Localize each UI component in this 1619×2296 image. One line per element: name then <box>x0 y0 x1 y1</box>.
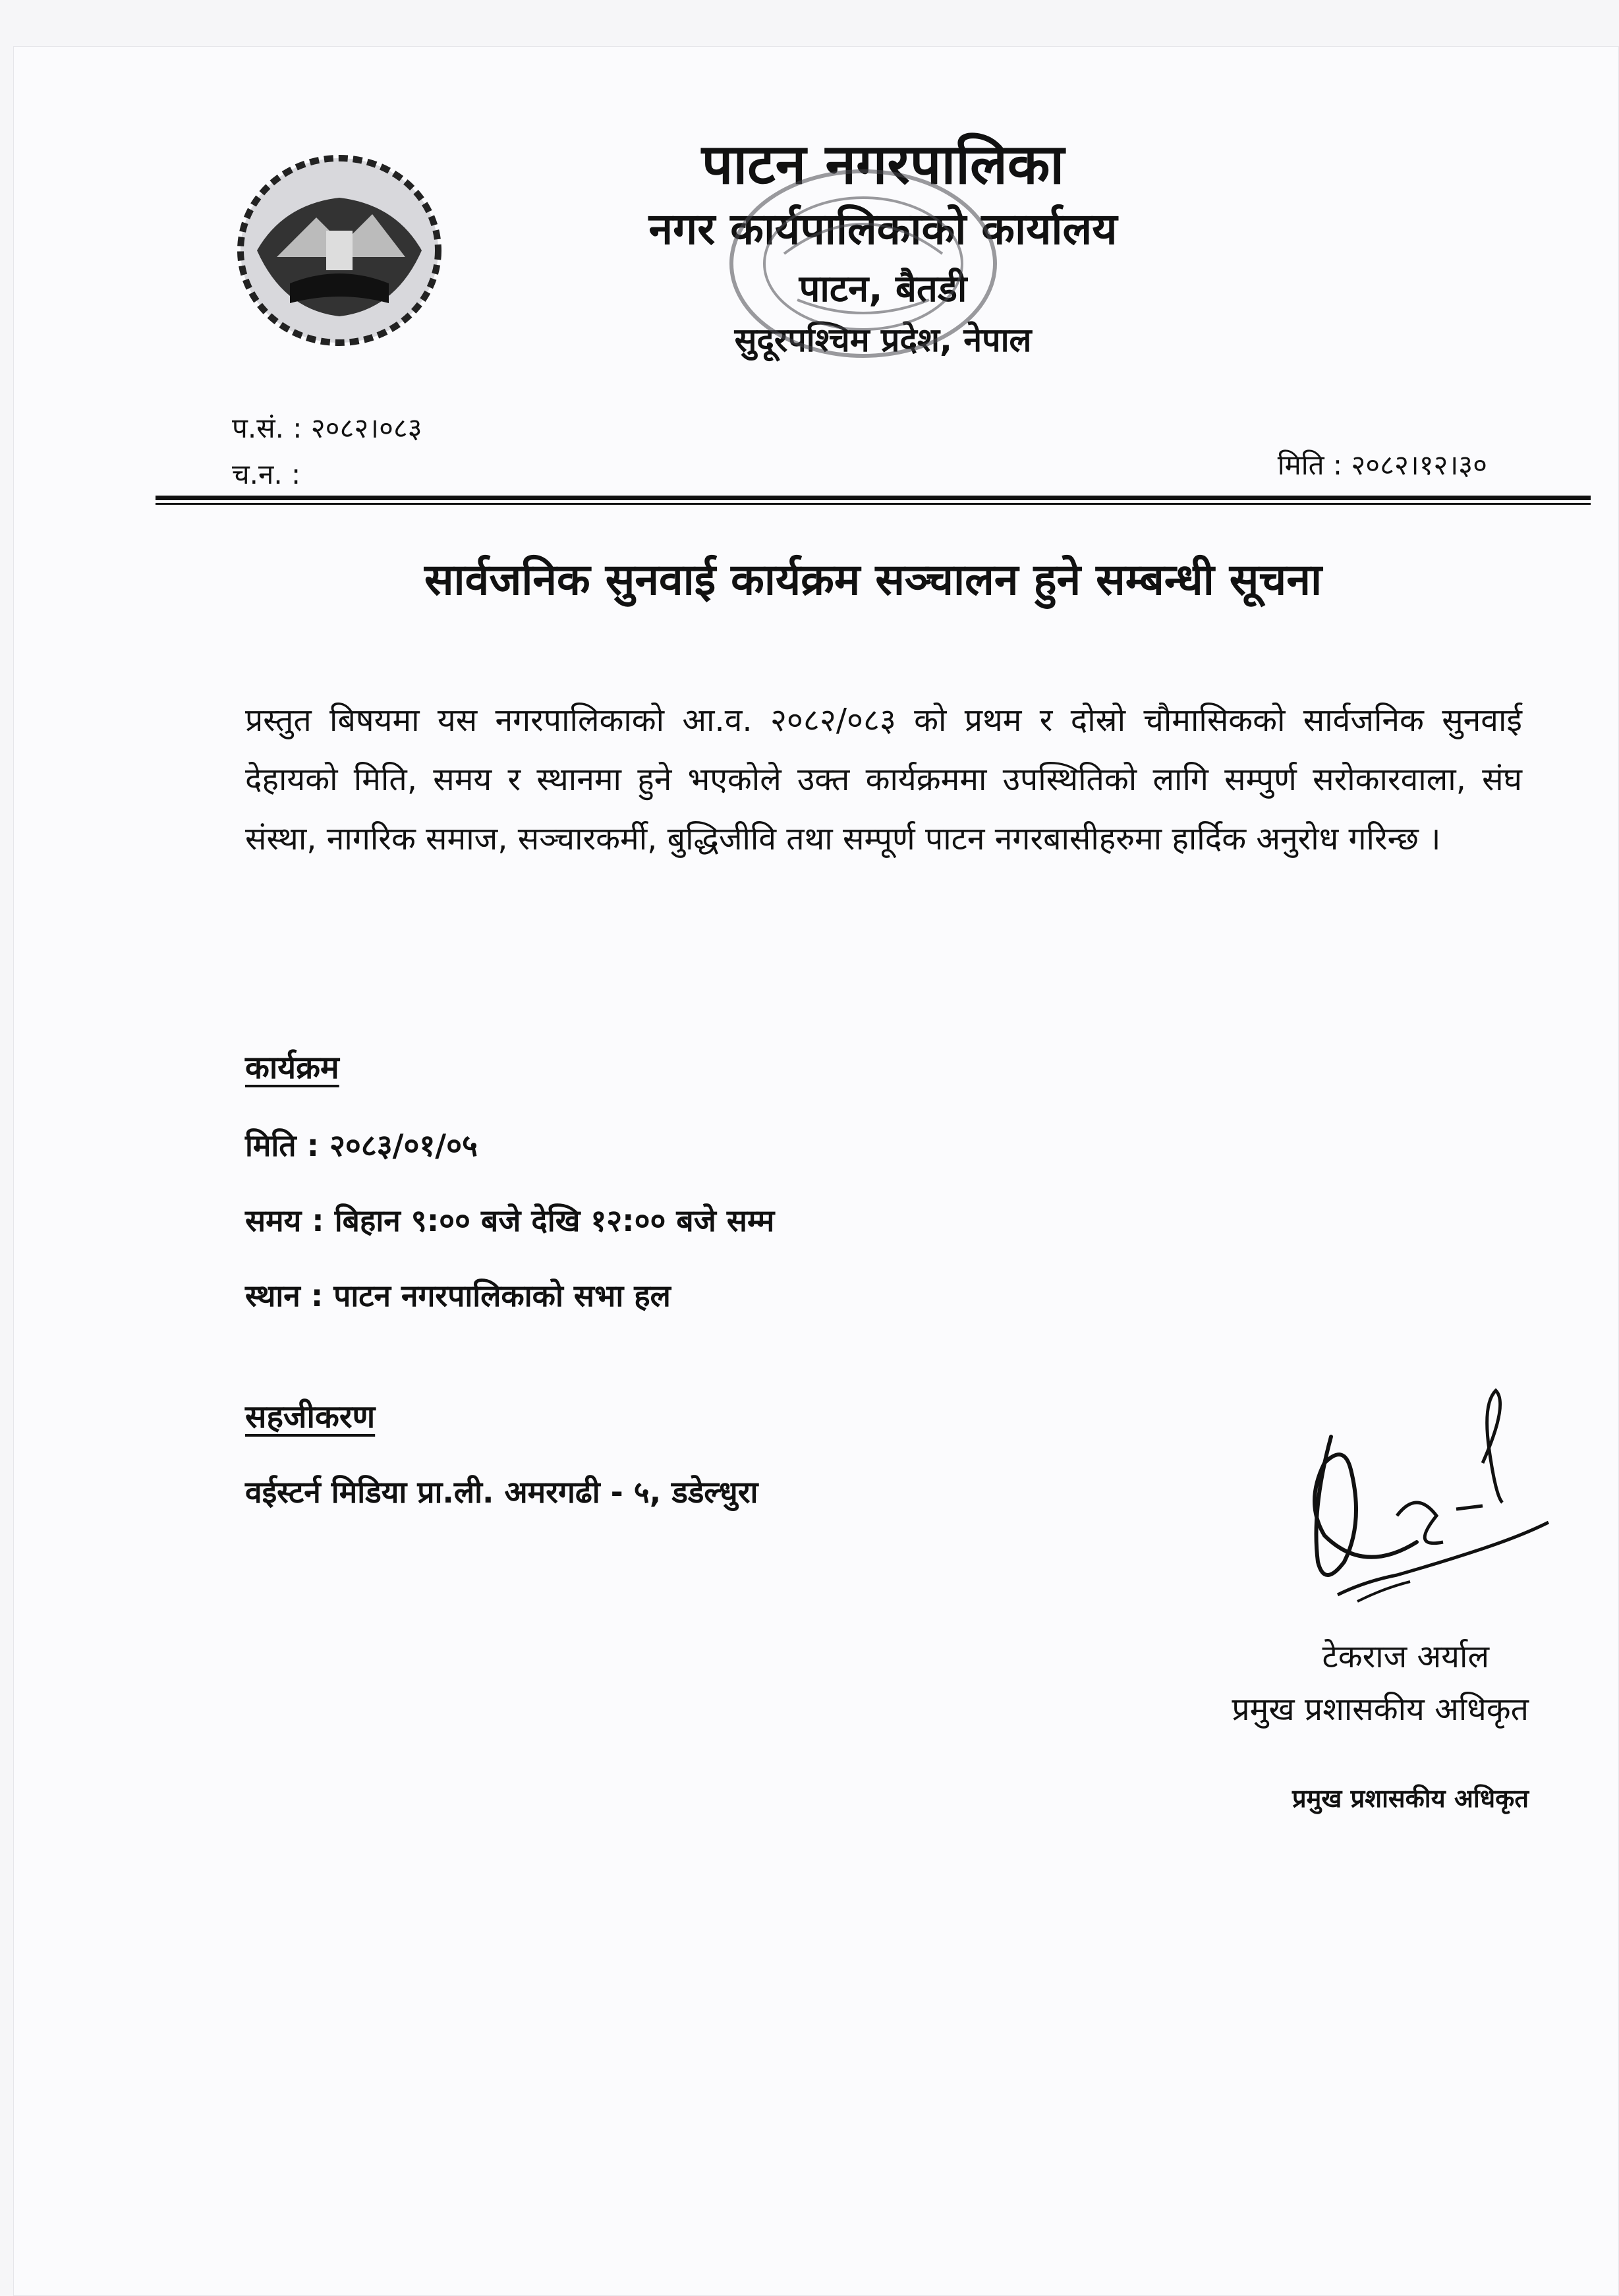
notice-body: प्रस्तुत बिषयमा यस नगरपालिकाको आ.व. २०८२/०८३ को प्रथम र दोस्रो चौमासिकको सार्वजनिक सुनवाई देहायको मिति, समय र स्थानमा हुने भएकोले उक्त कार्यक्रममा उपस्थितिको लागि सम्पुर्ण सरोकारवाला, संघ संस्था, नागरिक समाज, सञ्चारकर्मी, बुद्धिजीवि तथा सम्पूर्ण पाटन नगरबासीहरुमा हार्दिक अनुरोध गरिन्छ । <box>245 702 1522 857</box>
signatory-name: टेकराज अर्याल <box>1322 1638 1489 1675</box>
office-seal-stamp <box>712 155 1015 372</box>
nepal-emblem-logo <box>231 152 448 349</box>
handwritten-signature <box>1285 1364 1568 1615</box>
signatory-stamp-title: प्रमुख प्रशासकीय अधिकृत <box>1292 1784 1529 1813</box>
facilitation-heading: सहजीकरण <box>245 1398 376 1435</box>
office-province: सुदूरपश्चिम प्रदेश, नेपाल <box>734 321 1032 359</box>
notice-title: सार्वजनिक सुनवाई कार्यक्रम सञ्चालन हुने सम्बन्धी सूचना <box>424 554 1322 605</box>
paper-sheet <box>13 46 1619 2296</box>
office-place: पाटन, बैतडी <box>799 268 967 310</box>
municipality-name: पाटन नगरपालिका <box>701 132 1065 196</box>
program-heading: कार्यक्रम <box>245 1049 339 1086</box>
header-divider-thick <box>156 496 1591 500</box>
signatory-title: प्रमुख प्रशासकीय अधिकृत <box>1232 1691 1529 1728</box>
facilitation-value: वईस्टर्न मिडिया प्रा.ली. अमरगढी - ५, डडेल्धुरा <box>245 1474 758 1510</box>
letter-date: मिति : २०८२।१२।३० <box>1277 449 1487 481</box>
program-venue: स्थान : पाटन नगरपालिकाको सभा हल <box>245 1278 671 1313</box>
program-date: मिति : २०८३/०१/०५ <box>245 1128 478 1163</box>
dispatch-number: च.न. : <box>232 458 301 490</box>
office-name: नगर कार्यपालिकाको कार्यालय <box>648 204 1118 254</box>
program-time: समय : बिहान ९:०० बजे देखि १२:०० बजे सम्म <box>245 1203 775 1238</box>
header-divider-thin <box>156 503 1591 505</box>
reference-number: प.सं. : २०८२।०८३ <box>232 412 422 444</box>
